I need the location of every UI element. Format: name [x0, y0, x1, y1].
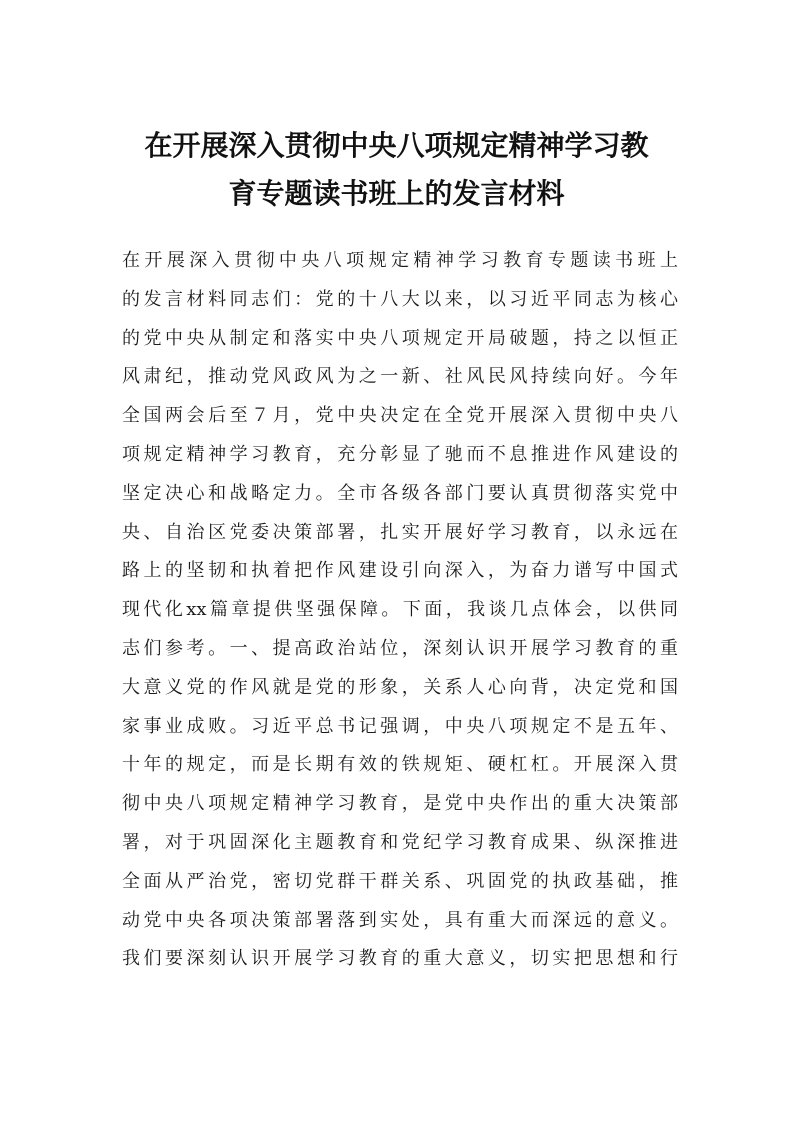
- body-line: 我们要深刻认识开展学习教育的重大意义，切实把思想和行: [122, 948, 678, 970]
- title-line: 在开展深入贯彻中央八项规定精神学习教: [144, 129, 649, 162]
- body-line: 全面从严治党，密切党群干群关系、巩固党的执政基础，推: [122, 870, 678, 892]
- body-line: 动党中央各项决策部署落到实处，具有重大而深远的意义。: [122, 909, 678, 931]
- body-line: 现代化xx篇章提供坚强保障。下面，我谈几点体会，以供同: [122, 599, 678, 621]
- body-line: 路上的坚韧和执着把作风建设引向深入，为奋力谱写中国式: [122, 560, 678, 582]
- body-line: 的党中央从制定和落实中央八项规定开局破题，持之以恒正: [122, 327, 678, 349]
- body-line: 全国两会后至７月，党中央决定在全党开展深入贯彻中央八: [122, 405, 678, 427]
- document-body: [122, 242, 678, 979]
- body-line: 志们参考。一、提高政治站位，深刻认识开展学习教育的重: [122, 637, 678, 659]
- body-line: 央、自治区党委决策部署，扎实开展好学习教育，以永远在: [122, 521, 678, 543]
- body-line: 家事业成败。习近平总书记强调，中央八项规定不是五年、: [122, 715, 678, 737]
- body-line: 坚定决心和战略定力。全市各级各部门要认真贯彻落实党中: [122, 482, 678, 504]
- body-line: 风肃纪，推动党风政风为之一新、社风民风持续向好。今年: [122, 366, 678, 388]
- body-line: 在开展深入贯彻中央八项规定精神学习教育专题读书班上: [122, 250, 678, 271]
- body-line: 大意义党的作风就是党的形象，关系人心向背，决定党和国: [122, 676, 678, 698]
- body-line: 项规定精神学习教育，充分彰显了驰而不息推进作风建设的: [122, 443, 678, 465]
- body-line: 署，对于巩固深化主题教育和党纪学习教育成果、纵深推进: [122, 831, 678, 853]
- document-title: [120, 122, 673, 218]
- body-line: 彻中央八项规定精神学习教育，是党中央作出的重大决策部: [122, 793, 678, 815]
- body-line: 十年的规定，而是长期有效的铁规矩、硬杠杠。开展深入贯: [122, 754, 678, 776]
- body-line: 的发言材料同志们：党的十八大以来，以习近平同志为核心: [122, 288, 678, 310]
- title-line: 育专题读书班上的发言材料: [228, 177, 565, 210]
